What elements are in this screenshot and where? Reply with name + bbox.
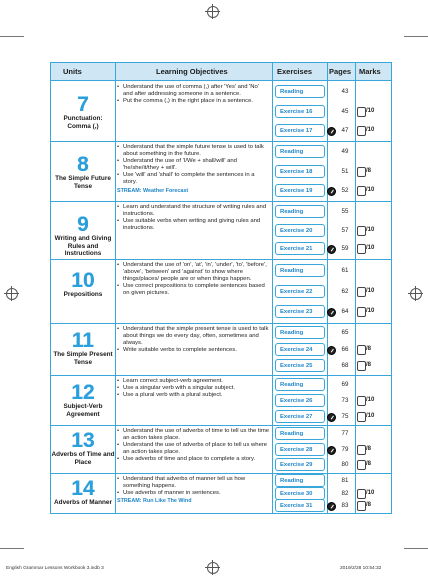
objective-item: • Understand the use of adverbs of place to tell us where an action takes place. [117,442,270,456]
exercise-button[interactable]: Exercise 17 [275,124,325,137]
page-number: 47 [341,127,349,134]
unit-cell [51,425,115,473]
exercise-button[interactable]: Exercise 18 [275,165,325,178]
registration-mark-left-icon [6,288,18,300]
exercise-button[interactable]: Reading [275,427,325,440]
page-number: 68 [341,362,349,369]
unit-name: Writing and Giving Rules and Instructions [54,235,112,258]
unit-cell [51,81,115,141]
contents-table [50,62,392,514]
page-number: 49 [341,148,349,155]
mark-total: /10 [366,288,375,294]
mark-box[interactable] [357,126,366,136]
exercise-button[interactable]: Reading [275,326,325,339]
footer-timestamp: 2019/2/28 10:54:32 [340,566,382,571]
unit-cell [51,473,115,513]
objective-item: • Understand the use of adverbs of time to tell us the time an action takes place. [117,428,270,442]
objective-item: • Use a singular verb with a singular subject. [117,385,270,392]
learning-objectives [117,204,270,232]
exercise-button[interactable]: Reading [275,145,325,158]
unit-number: 11 [71,329,95,352]
mark-box[interactable] [357,186,366,196]
mark-box[interactable] [357,226,366,236]
header-units: Units [63,67,82,76]
crop-line [404,548,428,549]
mark-box[interactable] [357,244,366,254]
mark-total: /10 [366,127,375,133]
exercise-button[interactable]: Exercise 16 [275,105,325,118]
learning-objectives [117,378,270,399]
learning-objectives [117,262,270,297]
page-number: 62 [341,288,349,295]
registration-mark-bottom-icon [207,562,219,574]
mark-total: /8 [366,346,372,352]
learning-objectives [117,428,270,463]
footer-file: English Grammar Lessons Workbook 3.indb 3 [6,566,104,571]
mark-box[interactable] [357,396,366,406]
page-number: 64 [341,308,349,315]
unit-row [51,375,391,426]
exercise-button[interactable]: Reading [275,85,325,98]
crop-line [0,548,24,549]
unit-number: 14 [71,477,95,500]
learning-objectives [117,144,270,195]
exercise-button[interactable]: Exercise 25 [275,359,325,372]
page-number: 52 [341,187,349,194]
exercise-button[interactable]: Exercise 27 [275,410,325,423]
objective-item: • Write suitable verbs to complete sentences. [117,347,270,354]
registration-mark-top-icon [207,6,219,18]
page-number: 61 [341,267,349,274]
mark-box[interactable] [357,287,366,297]
objective-item: • Put the comma (,) in the right place in a sentence. [117,98,270,105]
unit-number: 8 [77,153,89,176]
header-exercises: Exercises [277,67,313,76]
unit-cell [51,259,115,323]
page-number: 75 [341,413,349,420]
page-number: 80 [341,461,349,468]
objective-item: • Understand the use of 'I/We + shall/will' and 'he/she/it/they + will'. [117,158,270,172]
mark-box[interactable] [357,361,366,371]
table-header [51,63,391,81]
mark-total: /10 [366,413,375,419]
exercise-button[interactable]: Exercise 20 [275,224,325,237]
objective-item: • Use correct prepositions to complete sentences based on given pictures. [117,283,270,297]
page-number: 43 [341,88,349,95]
page-number: 59 [341,245,349,252]
mark-total: /10 [366,187,375,193]
mark-box[interactable] [357,501,366,511]
page-number: 65 [341,329,349,336]
mark-total: /10 [366,308,375,314]
mark-box[interactable] [357,107,366,117]
mark-total: /10 [366,490,375,496]
unit-row [51,81,391,142]
exercise-button[interactable]: Exercise 31 [275,499,325,512]
exercise-button[interactable]: Exercise 24 [275,343,325,356]
page-number: 83 [341,502,349,509]
unit-row [51,259,391,324]
mark-box[interactable] [357,307,366,317]
page-number: 55 [341,208,349,215]
objective-item: • Understand that the simple future tense is used to talk about something in the future. [117,144,270,158]
exercise-button[interactable]: Exercise 28 [275,443,325,456]
unit-row [51,425,391,474]
unit-row [51,141,391,202]
mark-box[interactable] [357,167,366,177]
exercise-button[interactable]: Exercise 22 [275,285,325,298]
unit-name: The Simple Present Tense [53,351,113,366]
unit-number: 9 [77,213,89,236]
page-number: 79 [341,446,349,453]
unit-row [51,201,391,260]
exercise-button[interactable]: Reading [275,378,325,391]
mark-total: /10 [366,397,375,403]
unit-row [51,473,391,513]
crop-line [0,36,24,37]
exercise-button[interactable]: Exercise 30 [275,487,325,500]
mark-box[interactable] [357,412,366,422]
unit-number: 7 [77,93,89,116]
objective-item: • Use a plural verb with a plural subject. [117,392,270,399]
objective-item: • Learn and understand the structure of writing rules and instructions. [117,204,270,218]
header-marks: Marks [359,67,381,76]
unit-cell [51,323,115,375]
exercise-button[interactable]: Exercise 29 [275,458,325,471]
learning-objectives [117,84,270,105]
unit-number: 12 [71,381,95,404]
objective-item: • Use suitable verbs when writing and giving rules and instructions. [117,218,270,232]
mark-total: /10 [366,227,375,233]
learning-objectives [117,476,270,505]
page-number: 69 [341,381,349,388]
registration-mark-right-icon [410,288,422,300]
objective-item: • Learn correct subject-verb agreement. [117,378,270,385]
stream-label[interactable]: STREAM: Run Like The Wind [117,498,192,505]
objective-item: • Understand that adverbs of manner tell us how something happens. [117,476,270,490]
page-number: 81 [341,477,349,484]
exercise-button[interactable]: Exercise 19 [275,184,325,197]
mark-box[interactable] [357,489,366,499]
page-number: 73 [341,397,349,404]
mark-box[interactable] [357,460,366,470]
page-number: 82 [341,490,349,497]
unit-cell [51,201,115,259]
unit-cell [51,141,115,201]
mark-total: /8 [366,446,372,452]
unit-name: Adverbs of Manner [54,499,112,506]
unit-number: 10 [71,269,95,292]
mark-box[interactable] [357,445,366,455]
exercise-button[interactable]: Reading [275,264,325,277]
mark-total: /8 [366,502,372,508]
page-number: 57 [341,227,349,234]
exercise-button[interactable]: Reading [275,474,325,487]
header-pages: Pages [329,67,352,76]
unit-cell [51,375,115,425]
unit-name: Prepositions [63,291,103,298]
mark-total: /8 [366,461,372,467]
exercise-button[interactable]: Reading [275,205,325,218]
page-number: 45 [341,108,349,115]
stream-label[interactable]: STREAM: Weather Forecast [117,187,189,194]
mark-total: /8 [366,362,372,368]
mark-total: /10 [366,245,375,251]
mark-total: /10 [366,108,375,114]
unit-row [51,323,391,376]
objective-item: • Understand the use of 'on', 'at', 'in', 'under', 'to', 'before', 'above', 'between' and 'against' to show where things/places/ people are or when things happen. [117,262,270,283]
unit-number: 13 [71,429,95,452]
page-number: 51 [341,168,349,175]
header-objectives: Learning Objectives [156,67,228,76]
exercise-button[interactable]: Exercise 26 [275,394,325,407]
crop-line [404,36,428,37]
unit-name: Punctuation: Comma (,) [63,115,103,130]
page-number: 66 [341,346,349,353]
mark-total: /8 [366,168,372,174]
objective-item: • Understand the use of comma (,) after 'Yes' and 'No' and after addressing someone in a sentence. [117,84,270,98]
objective-item: • Understand that the simple present tense is used to talk about things we do every day, often, sometimes and always. [117,326,270,347]
mark-box[interactable] [357,345,366,355]
unit-name: Subject-Verb Agreement [63,403,103,418]
exercise-button[interactable]: Exercise 21 [275,242,325,255]
learning-objectives [117,326,270,354]
unit-name: The Simple Future Tense [55,175,111,190]
unit-name: Adverbs of Time and Place [51,451,115,466]
objective-item: • Use adverbs of time and place to complete a story. [117,456,270,463]
objective-item: • Use 'will' and 'shall' to complete the sentences in a story. [117,172,270,186]
page-number: 77 [341,430,349,437]
exercise-button[interactable]: Exercise 23 [275,305,325,318]
objective-item: • Use adverbs of manner in sentences. [117,490,270,497]
